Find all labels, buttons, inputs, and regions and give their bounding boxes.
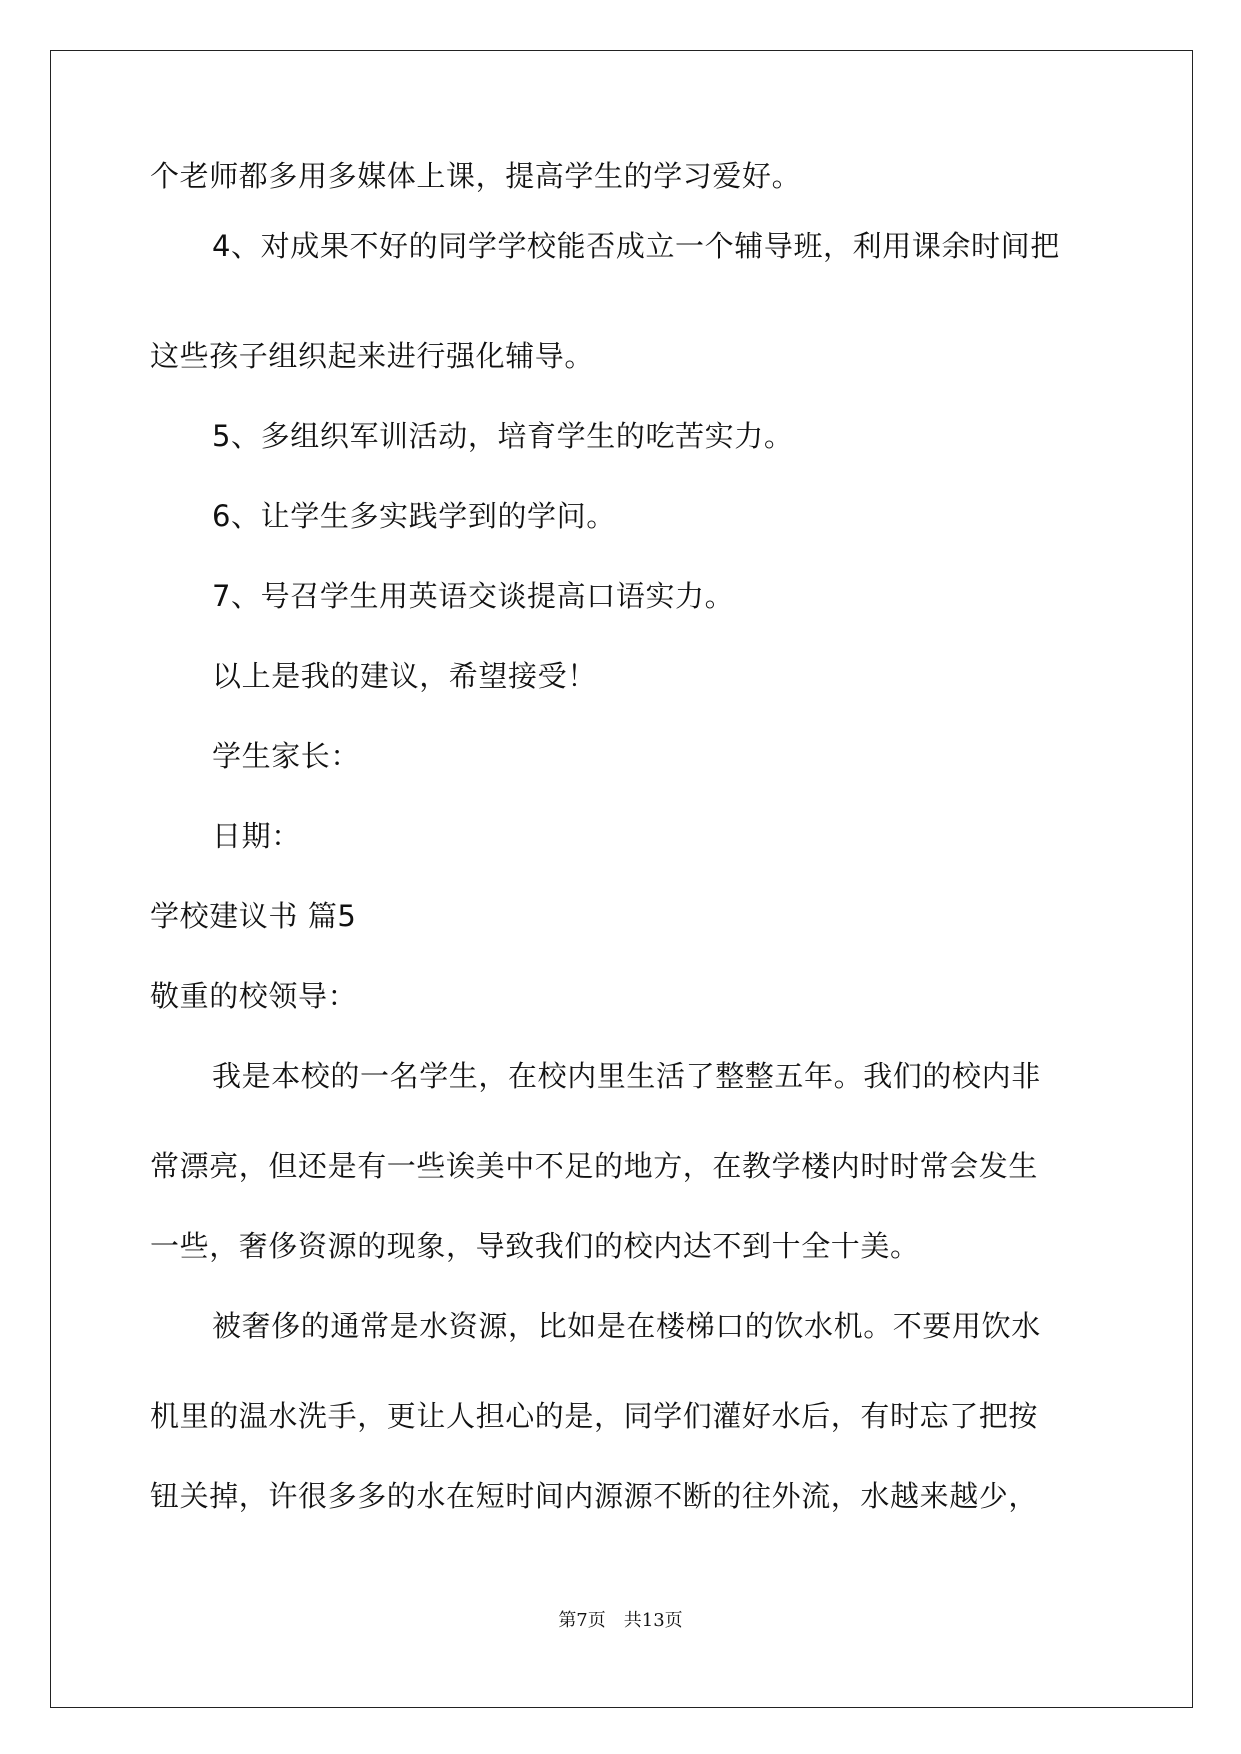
- text-line: 5、多组织军训活动，培育学生的吃苦实力。: [212, 419, 794, 453]
- text-line: 常漂亮，但还是有一些诶美中不足的地方，在教学楼内时时常会发生: [150, 1149, 1039, 1183]
- text-line: 钮关掉，许很多多的水在短时间内源源不断的往外流，水越来越少，: [150, 1479, 1039, 1513]
- page-number-total: 共13页: [623, 1610, 683, 1631]
- page-border: [50, 50, 1193, 1708]
- page-footer: [0, 1609, 1241, 1633]
- text-line: 7、号召学生用英语交谈提高口语实力。: [212, 579, 735, 613]
- text-line: 机里的温水洗手，更让人担心的是，同学们灌好水后，有时忘了把按: [150, 1399, 1039, 1433]
- salutation: 敬重的校领导：: [150, 979, 358, 1013]
- text-line: 这些孩子组织起来进行强化辅导。: [150, 339, 595, 373]
- text-line: 个老师都多用多媒体上课，提高学生的学习爱好。: [150, 159, 802, 193]
- text-line: 被奢侈的通常是水资源，比如是在楼梯口的饮水机。不要用饮水: [212, 1309, 1041, 1343]
- text-line: 我是本校的一名学生，在校内里生活了整整五年。我们的校内非: [212, 1059, 1041, 1093]
- text-line: 以上是我的建议，希望接受！: [212, 659, 597, 693]
- page-number-current: 第7页: [558, 1610, 606, 1631]
- text-line: 6、让学生多实践学到的学问。: [212, 499, 616, 533]
- text-line: 日期：: [212, 819, 301, 853]
- section-heading: 学校建议书 篇5: [150, 899, 357, 933]
- text-line: 4、对成果不好的同学学校能否成立一个辅导班，利用课余时间把: [212, 229, 1060, 263]
- text-line: 一些，奢侈资源的现象，导致我们的校内达不到十全十美。: [150, 1229, 920, 1263]
- text-line: 学生家长：: [212, 739, 361, 773]
